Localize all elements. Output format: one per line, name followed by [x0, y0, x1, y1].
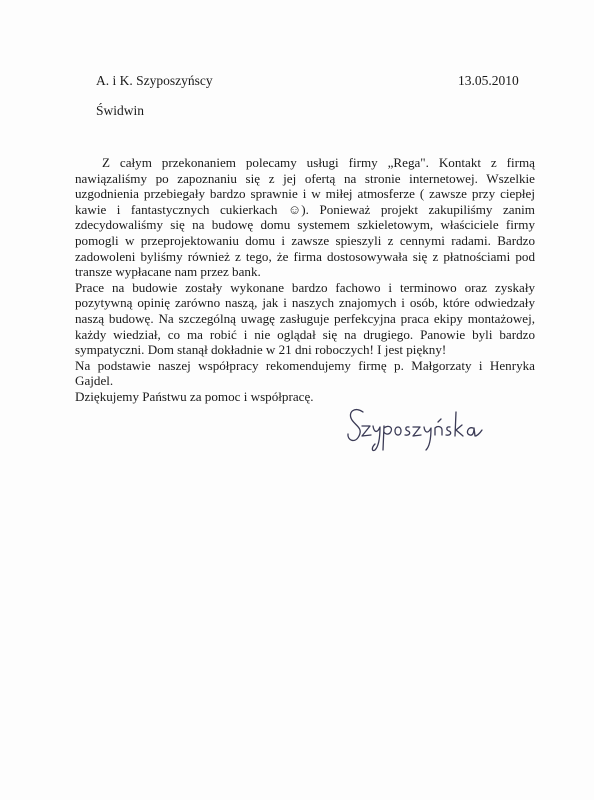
sender-name: A. i K. Szyposzyńscy: [96, 73, 213, 88]
paragraph-thanks: Dziękujemy Państwu za pomoc i współpracę.: [75, 388, 314, 404]
letter-body: [75, 155, 535, 405]
paragraph-intro: Z całym przekonaniem polecamy usługi firmy „Rega". Kontakt z firmą nawiązaliśmy po zapoznaniu się z jej ofertą na stronie internetowej. Wszelkie uzgodnienia przebiegały bardzo sprawnie i w miłej atmosferze ( zawsze przy ciepłej kawie i fantastycznych cukierkach ☺). Ponieważ projekt zakupiliśmy zanim zdecydowaliśmy się na budowę domu systemem szkieletowym, właściciele firmy pomogli w przeprojektowaniu domu i zawsze spieszyli z cennymi radami. Bardzo zadowoleni byliśmy również z tego, że firma dostosowywała się z płatnościami pod transze wypłacane nam przez bank.: [75, 155, 535, 280]
sender-city: Świdwin: [96, 103, 145, 118]
handwritten-signature: [343, 398, 493, 456]
paragraph-construction: Prace na budowie zostały wykonane bardzo fachowo i terminowo oraz zyskały pozytywną opinię zarówno naszą, jak i naszych znajomych i osób, które odwiedzały naszą budowę. Na szczególną uwagę zasługuje perfekcyjna praca ekipy montażowej, każdy wiedział, co ma robić i nie oglądał się na drugiego. Panowie byli bardzo sympatyczni. Dom stanął dokładnie w 21 dni roboczych! I jest piękny!: [75, 279, 535, 358]
paragraph-recommendation: Na podstawie naszej współpracy rekomendujemy firmę p. Małgorzaty i Henryka Gajdel.: [75, 357, 535, 389]
letter-date: 13.05.2010: [458, 73, 519, 88]
